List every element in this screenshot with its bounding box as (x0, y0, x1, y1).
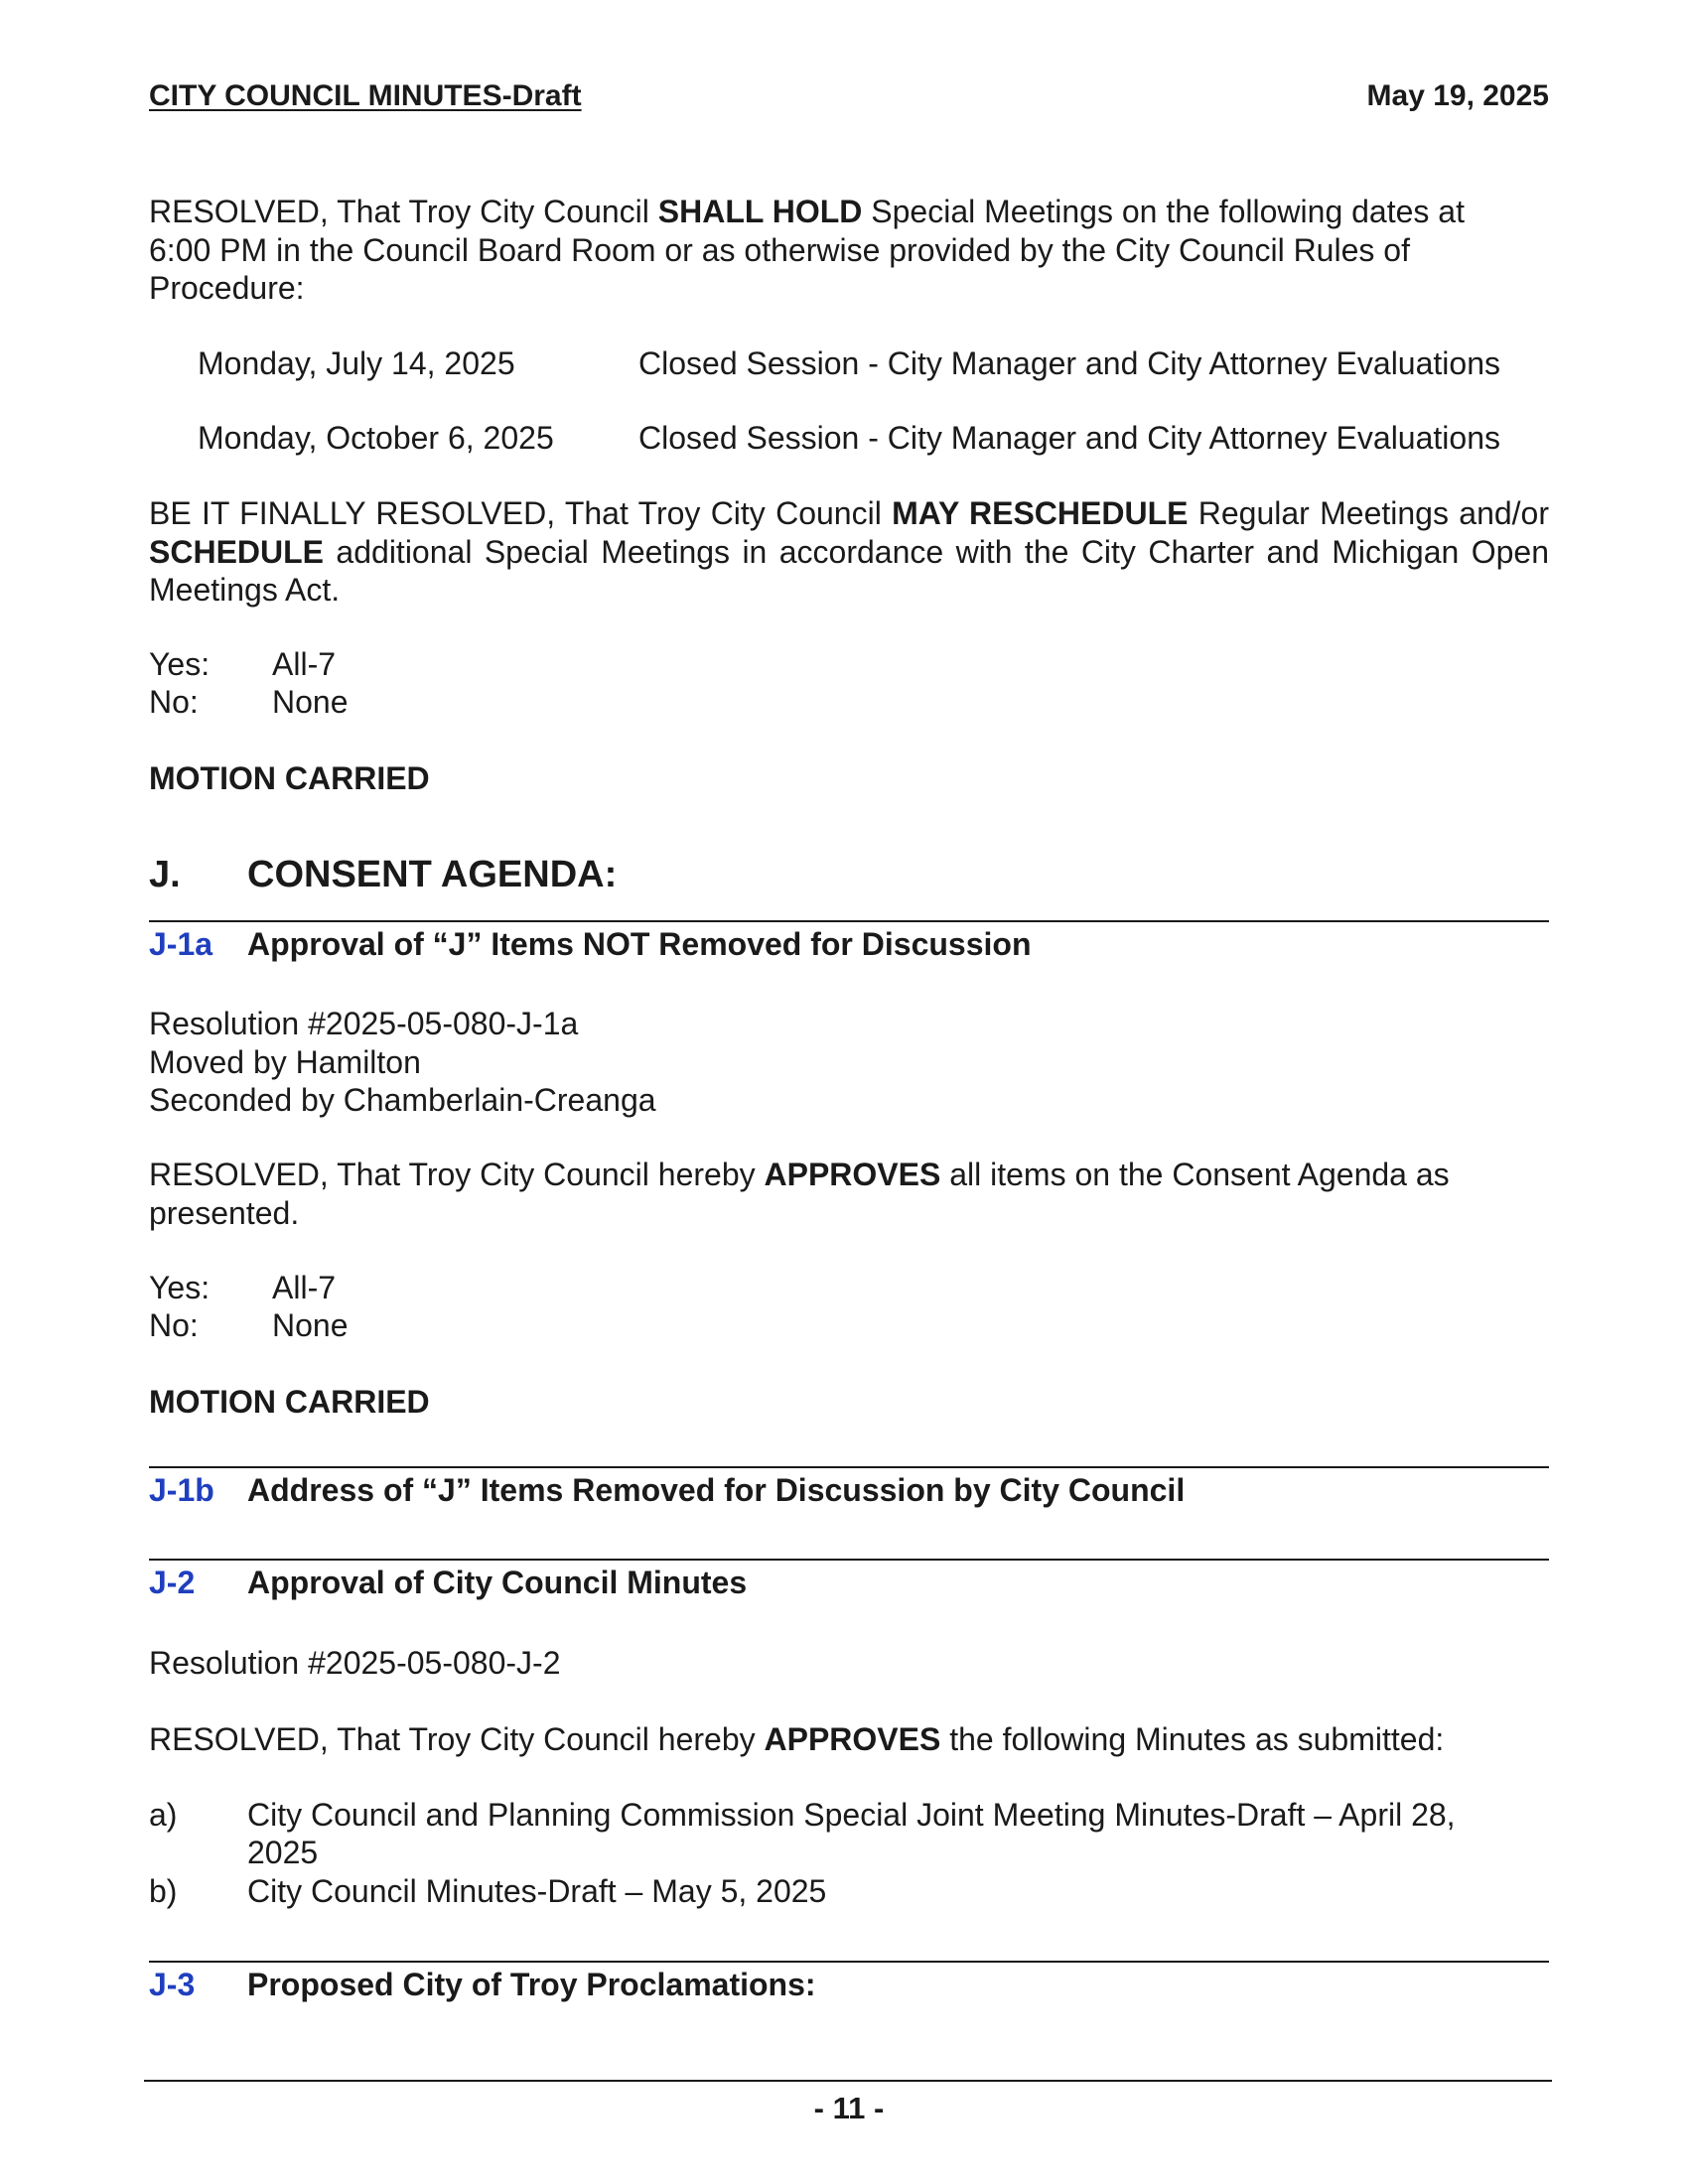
consent-resolution (149, 1156, 1549, 1232)
resolution-number: Resolution #2025-05-080-J-1a (149, 1006, 579, 1041)
vote-yes-value: All-7 (272, 1270, 337, 1305)
list-item-label: a) (149, 1797, 178, 1833)
resolution-text: additional Special Meetings in accordance with the City Charter and Michigan Open Meetings Act. (149, 533, 1549, 608)
list-item-text: 2025 (247, 1835, 319, 1870)
section-divider (149, 1559, 1549, 1561)
item-title: Approval of “J” Items NOT Removed for Discussion (247, 926, 1032, 962)
motion-status: MOTION CARRIED (149, 760, 430, 796)
motion-status: MOTION CARRIED (149, 1384, 430, 1420)
footer-divider (144, 2080, 1552, 2082)
resolution-text: presented. (149, 1194, 300, 1231)
item-title: Approval of City Council Minutes (247, 1565, 748, 1600)
vote-no-value: None (272, 1307, 349, 1343)
vote-yes-label: Yes: (149, 1270, 211, 1305)
resolution-number: Resolution #2025-05-080-J-2 (149, 1645, 561, 1681)
item-title: Proposed City of Troy Proclamations: (247, 1967, 816, 2002)
resolution-text: RESOLVED, That Troy City Council hereby (149, 1157, 765, 1192)
moved-by: Moved by Hamilton (149, 1043, 421, 1080)
resolution-emphasis: SCHEDULE (149, 533, 325, 570)
section-letter: J. (149, 854, 181, 895)
resolution-emphasis: SHALL HOLD (657, 194, 863, 229)
vote-no-label: No: (149, 1307, 199, 1343)
section-divider (149, 1961, 1549, 1963)
list-item-label: b) (149, 1873, 178, 1909)
item-title: Address of “J” Items Removed for Discussion by City Council (247, 1472, 1186, 1508)
resolution-text: Special Meetings on the following dates at (862, 194, 1465, 229)
resolution-text: BE IT FINALLY RESOLVED, That Troy City Council (149, 495, 893, 531)
resolution-emphasis: APPROVES (764, 1157, 941, 1192)
resolution-text: all items on the Consent Agenda as (940, 1157, 1450, 1192)
resolution-text: RESOLVED, That Troy City Council hereby (149, 1721, 765, 1757)
vote-yes-label: Yes: (149, 646, 211, 682)
item-code: J-2 (149, 1565, 196, 1600)
section-title: CONSENT AGENDA: (247, 854, 618, 895)
meeting-description: Closed Session - City Manager and City Attorney Evaluations (638, 345, 1500, 381)
section-divider (149, 920, 1549, 922)
item-code: J-3 (149, 1967, 196, 2002)
special-meetings-resolution (149, 193, 1549, 308)
vote-no-label: No: (149, 684, 199, 720)
header-title: CITY COUNCIL MINUTES-Draft (149, 79, 582, 112)
resolution-emphasis: MAY RESCHEDULE (892, 495, 1189, 531)
final-resolution (149, 494, 1549, 610)
minutes-resolution (149, 1720, 1444, 1758)
list-item-text: City Council and Planning Commission Special Joint Meeting Minutes-Draft – April 28, (247, 1797, 1456, 1833)
resolution-block (149, 1005, 1549, 1120)
document-page (149, 0, 1549, 2184)
item-code: J-1b (149, 1472, 214, 1508)
resolution-text: the following Minutes as submitted: (940, 1721, 1445, 1757)
header-date: May 19, 2025 (1366, 79, 1549, 112)
page-number: - 11 - (813, 2091, 885, 2125)
meeting-date: Monday, July 14, 2025 (198, 345, 515, 381)
resolution-emphasis: APPROVES (764, 1721, 941, 1757)
resolution-text: Regular Meetings and/or (1188, 495, 1549, 531)
seconded-by: Seconded by Chamberlain-Creanga (149, 1082, 656, 1118)
resolution-text: 6:00 PM in the Council Board Room or as otherwise provided by the City Council Rules of (149, 231, 1410, 268)
page-header (149, 79, 1549, 117)
list-item-text: City Council Minutes-Draft – May 5, 2025 (247, 1873, 827, 1909)
item-code: J-1a (149, 926, 213, 962)
meeting-description: Closed Session - City Manager and City Attorney Evaluations (638, 420, 1500, 456)
meeting-date: Monday, October 6, 2025 (198, 420, 554, 456)
vote-yes-value: All-7 (272, 646, 337, 682)
section-divider (149, 1466, 1549, 1468)
vote-no-value: None (272, 684, 349, 720)
resolution-text: RESOLVED, That Troy City Council (149, 194, 658, 229)
resolution-text: Procedure: (149, 270, 305, 306)
